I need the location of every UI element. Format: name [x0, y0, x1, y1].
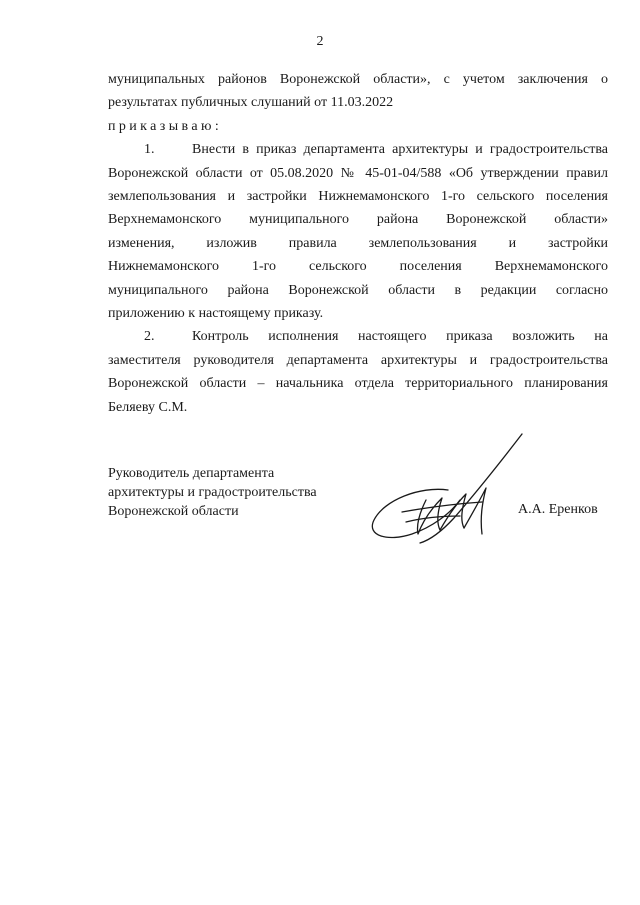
position-line-2: архитектуры и градостроительства [108, 485, 317, 500]
item-1-line-1 [108, 138, 608, 161]
page-number: 2 [316, 34, 324, 49]
position-line-3: Воронежской области [108, 504, 239, 519]
item-1-line-2: Воронежской области от 05.08.2020 № 45-01-04/588 «Об утверждении правил [108, 165, 608, 181]
signatory-name: А.А. Еренков [518, 502, 598, 517]
item-2-line-4: Беляеву С.М. [108, 399, 188, 415]
item-1-line-6: Нижнемамонского 1-го сельского поселения Верхнемамонского [108, 259, 608, 275]
intro-line-2: результатах публичных слушаний от 11.03.2022 [108, 95, 394, 111]
item-1-number: 1. [144, 142, 155, 158]
item-2-line-2: заместителя руководителя департамента архитектуры и градостроительства [108, 352, 608, 368]
item-1-text: Внести в приказ департамента архитектуры и градостроительства [192, 142, 608, 158]
handwritten-signature-icon [362, 430, 527, 550]
item-1-line-4: Верхнемамонского муниципального района Воронежской области» [108, 212, 608, 228]
intro-line-1: муниципальных районов Воронежской области», с учетом заключения о [108, 72, 608, 87]
item-1-line-7: муниципального района Воронежской области в редакции согласно [108, 282, 608, 298]
item-2-number: 2. [144, 329, 155, 345]
item-1-line-8: приложению к настоящему приказу. [108, 306, 324, 322]
item-1-line-3: землепользования и застройки Нижнемамонского 1-го сельского поселения [108, 189, 608, 205]
item-2-text: Контроль исполнения настоящего приказа возложить на [192, 329, 608, 345]
item-2-line-1 [108, 325, 608, 348]
signatory-position [108, 464, 317, 521]
order-word: приказываю: [108, 118, 223, 134]
body-text [108, 68, 608, 419]
item-2-line-3: Воронежской области – начальника отдела территориального планирования [108, 376, 608, 392]
position-line-1: Руководитель департамента [108, 466, 275, 481]
item-1-line-5: изменения, изложив правила землепользования и застройки [108, 235, 608, 251]
